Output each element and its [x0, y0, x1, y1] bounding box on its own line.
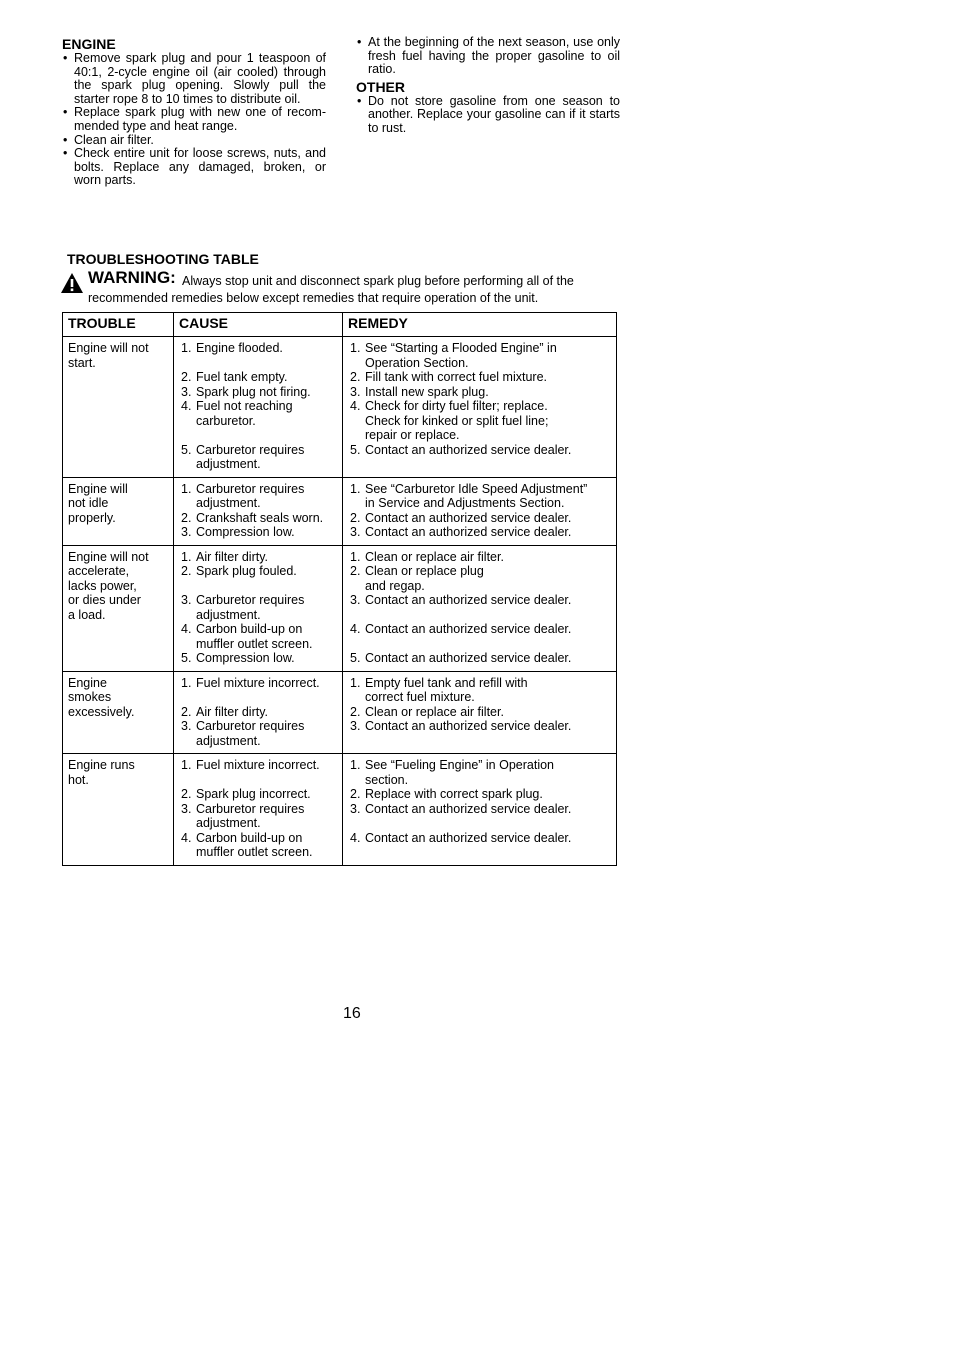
- remedy-item: [348, 443, 611, 458]
- cause-item: [179, 564, 337, 579]
- remedy-item: [348, 511, 611, 526]
- remedy-item-text: and regap.: [365, 578, 425, 593]
- cause-item: [179, 511, 337, 526]
- remedy-item-text: Install new spark plug.: [365, 384, 489, 399]
- trouble-text-line: not idle: [68, 496, 109, 510]
- table-header-row: [63, 313, 617, 337]
- cause-item-number: 4.: [181, 830, 192, 845]
- remedy-item-text: section.: [365, 772, 409, 787]
- remedy-item-text: Check for kinked or split fuel line;: [365, 413, 549, 428]
- troubleshooting-table: [62, 312, 617, 866]
- cause-item-number: 1.: [181, 481, 192, 496]
- list-spacer: [179, 579, 337, 594]
- list-spacer: [179, 690, 337, 705]
- cause-list: [179, 341, 337, 472]
- remedy-item: [348, 651, 611, 666]
- cause-item-text: Compression low.: [196, 525, 295, 539]
- remedy-item-text: See “Carburetor Idle Speed Adjustment”: [365, 481, 588, 496]
- cause-item-number: 1.: [181, 341, 192, 355]
- warning-triangle-icon: [60, 272, 84, 294]
- remedy-item-number: 1.: [350, 481, 361, 496]
- cause-item-text: carburetor.: [196, 413, 256, 428]
- cause-item-number: 5.: [181, 442, 192, 457]
- cause-item-text: Air filter dirty.: [196, 704, 268, 719]
- trouble-text-line: Engine will: [68, 481, 128, 496]
- remedy-item: [348, 705, 611, 720]
- cause-item-text: muffler outlet screen.: [196, 845, 313, 859]
- remedy-item: [348, 482, 611, 497]
- cause-item-text: muffler outlet screen.: [196, 636, 313, 651]
- remedy-item-number: 2.: [350, 370, 361, 384]
- cause-item: [179, 816, 337, 831]
- cause-item-text: Fuel not reaching: [196, 399, 293, 413]
- remedy-item: [348, 341, 611, 356]
- trouble-cell: [63, 545, 174, 671]
- cause-item-text: adjustment.: [196, 496, 261, 510]
- list-spacer: [179, 428, 337, 443]
- trouble-text-line: excessively.: [68, 704, 135, 719]
- cause-item-number: 1.: [181, 675, 192, 690]
- remedy-item-number: 1.: [350, 675, 361, 690]
- cause-item: [179, 719, 337, 734]
- cause-item: [179, 482, 337, 497]
- engine-item: • Remove spark plug and pour 1 teaspoon of 40:1, 2-cycle engine oil (air cooled) through the spark plug opening. Slowly pull the starter rope 8 to 10 times to distribute oil.: [62, 52, 326, 106]
- remedy-cell: [343, 477, 617, 545]
- cause-item: [179, 414, 337, 429]
- trouble-text-line: start.: [68, 355, 96, 370]
- remedy-item-text: Empty fuel tank and refill with: [365, 675, 528, 690]
- cause-item-text: Fuel mixture incorrect.: [196, 758, 320, 772]
- cause-item: [179, 457, 337, 472]
- remedy-item-text: correct fuel mixture.: [365, 690, 475, 704]
- remedy-item: [348, 579, 611, 594]
- cause-item-number: 1.: [181, 758, 192, 772]
- remedy-item-text: See “Starting a Flooded Engine” in: [365, 341, 557, 355]
- other-heading: OTHER: [356, 78, 405, 95]
- cause-item: [179, 550, 337, 565]
- list-spacer: [348, 608, 611, 623]
- season-list: [356, 36, 620, 77]
- remedy-item-text: Clean or replace air filter.: [365, 549, 504, 564]
- table-body: [63, 337, 617, 866]
- engine-item: • Clean air filter.: [62, 134, 326, 148]
- cause-item-text: Fuel mixture incorrect.: [196, 675, 320, 690]
- warning-text-line-1: Always stop unit and disconnect spark plug before performing all of the: [182, 274, 574, 288]
- remedy-item: [348, 719, 611, 734]
- engine-list: [62, 52, 326, 188]
- remedy-item-text: See “Fueling Engine” in Operation: [365, 758, 555, 772]
- list-spacer: [348, 816, 611, 831]
- cause-item: [179, 496, 337, 511]
- remedy-item: [348, 690, 611, 705]
- remedy-item: [348, 385, 611, 400]
- cause-item: [179, 608, 337, 623]
- cause-item: [179, 622, 337, 637]
- cause-item-text: Carburetor requires: [196, 719, 305, 733]
- cause-cell: [174, 477, 343, 545]
- remedy-item: [348, 758, 611, 773]
- list-spacer: [179, 356, 337, 371]
- remedy-cell: [343, 545, 617, 671]
- table-row: [63, 754, 617, 866]
- remedy-item-number: 2.: [350, 704, 361, 719]
- remedy-item-text: repair or replace.: [365, 428, 460, 442]
- cause-item: [179, 593, 337, 608]
- remedy-cell: [343, 671, 617, 754]
- list-spacer: [179, 773, 337, 788]
- cause-item: [179, 845, 337, 860]
- trouble-cell: [63, 477, 174, 545]
- trouble-text-line: properly.: [68, 510, 116, 525]
- table-row: [63, 477, 617, 545]
- cause-item-text: Spark plug not firing.: [196, 384, 311, 399]
- remedy-item-text: Fill tank with correct fuel mixture.: [365, 370, 547, 384]
- remedy-item: [348, 399, 611, 414]
- remedy-list: [348, 341, 611, 457]
- engine-item: • Check entire unit for loose screws, nuts, and bolts. Replace any damaged, broken, or worn parts.: [62, 147, 326, 188]
- header-trouble: TROUBLE: [63, 313, 174, 337]
- engine-heading: ENGINE: [62, 36, 116, 52]
- remedy-item-number: 3.: [350, 593, 361, 607]
- cause-item-text: adjustment.: [196, 457, 261, 471]
- cause-item-number: 2.: [181, 704, 192, 719]
- cause-item: [179, 787, 337, 802]
- cause-item: [179, 705, 337, 720]
- trouble-cell: [63, 671, 174, 754]
- remedy-item-text: in Service and Adjustments Section.: [365, 496, 565, 510]
- remedy-item-text: Operation Section.: [365, 355, 469, 370]
- remedy-item: [348, 676, 611, 691]
- table-row: [63, 545, 617, 671]
- remedy-item-number: 1.: [350, 341, 361, 355]
- cause-item-text: adjustment.: [196, 816, 261, 830]
- cause-item-text: Engine flooded.: [196, 341, 283, 355]
- remedy-item: [348, 356, 611, 371]
- cause-item-number: 5.: [181, 651, 192, 665]
- remedy-item-text: Contact an authorized service dealer.: [365, 801, 572, 816]
- remedy-item-number: 1.: [350, 549, 361, 564]
- remedy-item-text: Contact an authorized service dealer.: [365, 510, 572, 525]
- trouble-text-line: Engine runs: [68, 758, 135, 772]
- other-item: • Do not store gasoline from one season to another. Replace your gasoline can if it starts to rust.: [356, 95, 620, 136]
- cause-item: [179, 676, 337, 691]
- cause-item-number: 4.: [181, 622, 192, 636]
- cause-item: [179, 525, 337, 540]
- cause-item-text: Spark plug fouled.: [196, 564, 297, 578]
- header-remedy: REMEDY: [343, 313, 617, 337]
- remedy-item-number: 2.: [350, 787, 361, 801]
- other-list: [356, 95, 620, 136]
- remedy-item-number: 3.: [350, 801, 361, 816]
- cause-item-text: adjustment.: [196, 607, 261, 622]
- cause-item-text: Carbon build-up on: [196, 622, 303, 636]
- cause-item: [179, 758, 337, 773]
- list-spacer: [348, 637, 611, 652]
- cause-item-text: Air filter dirty.: [196, 549, 268, 564]
- season-item: • At the beginning of the next season, use only fresh fuel having the proper gasoline to oil ratio.: [356, 36, 620, 77]
- trouble-cell: [63, 754, 174, 866]
- trouble-text-line: Engine: [68, 675, 107, 690]
- cause-item-text: Carburetor requires: [196, 801, 305, 816]
- remedy-item-number: 3.: [350, 525, 361, 539]
- cause-item-text: Carburetor requires: [196, 593, 305, 607]
- remedy-item-text: Contact an authorized service dealer.: [365, 719, 572, 733]
- page-number: 16: [343, 1005, 361, 1022]
- cause-item: [179, 370, 337, 385]
- cause-cell: [174, 671, 343, 754]
- cause-item: [179, 802, 337, 817]
- cause-item: [179, 734, 337, 749]
- cause-item-text: Crankshaft seals worn.: [196, 510, 324, 525]
- table-row: [63, 671, 617, 754]
- cause-item-number: 2.: [181, 564, 192, 578]
- remedy-item-number: 4.: [350, 399, 361, 413]
- remedy-item-text: Replace with correct spark plug.: [365, 787, 543, 801]
- cause-item-number: 2.: [181, 787, 192, 801]
- cause-item: [179, 341, 337, 356]
- remedy-item-text: Contact an authorized service dealer.: [365, 593, 572, 607]
- remedy-item: [348, 414, 611, 429]
- cause-list: [179, 550, 337, 666]
- remedy-item-number: 5.: [350, 651, 361, 665]
- remedy-item: [348, 428, 611, 443]
- cause-item-number: 2.: [181, 510, 192, 525]
- trouble-text-line: hot.: [68, 772, 89, 787]
- cause-item-text: Compression low.: [196, 651, 295, 665]
- cause-item: [179, 831, 337, 846]
- cause-item-number: 3.: [181, 593, 192, 607]
- remedy-item-text: Contact an authorized service dealer.: [365, 651, 572, 665]
- remedy-item-text: Contact an authorized service dealer.: [365, 525, 572, 539]
- remedy-item-text: Contact an authorized service dealer.: [365, 442, 572, 457]
- remedy-item: [348, 564, 611, 579]
- trouble-text-line: a load.: [68, 607, 106, 622]
- cause-list: [179, 676, 337, 749]
- remedy-item: [348, 550, 611, 565]
- engine-item: • Replace spark plug with new one of recom-mended type and heat range.: [62, 106, 326, 133]
- trouble-text-line: lacks power,: [68, 578, 137, 593]
- remedy-item-text: Clean or replace air filter.: [365, 704, 504, 719]
- remedy-item-text: Contact an authorized service dealer.: [365, 622, 572, 636]
- remedy-item: [348, 831, 611, 846]
- warning-label: WARNING:: [88, 268, 176, 287]
- cause-item-number: 3.: [181, 801, 192, 816]
- trouble-text-line: Engine will not: [68, 341, 149, 355]
- remedy-item-text: Clean or replace plug: [365, 564, 484, 578]
- trouble-text-line: smokes: [68, 690, 112, 704]
- trouble-text-line: accelerate,: [68, 564, 130, 578]
- remedy-item-number: 2.: [350, 510, 361, 525]
- cause-item-number: 1.: [181, 549, 192, 564]
- remedy-item: [348, 370, 611, 385]
- cause-item-text: Carburetor requires: [196, 481, 305, 496]
- cause-item-text: Spark plug incorrect.: [196, 787, 311, 801]
- table-row: [63, 337, 617, 478]
- remedy-cell: [343, 337, 617, 478]
- remedy-item: [348, 496, 611, 511]
- remedy-item-number: 4.: [350, 830, 361, 845]
- cause-item: [179, 637, 337, 652]
- remedy-list: [348, 482, 611, 540]
- remedy-item-number: 4.: [350, 622, 361, 636]
- cause-item-number: 4.: [181, 399, 192, 413]
- remedy-item-number: 3.: [350, 384, 361, 399]
- remedy-item-number: 5.: [350, 442, 361, 457]
- cause-cell: [174, 754, 343, 866]
- remedy-item: [348, 622, 611, 637]
- header-cause: CAUSE: [174, 313, 343, 337]
- remedy-item: [348, 787, 611, 802]
- remedy-item-number: 1.: [350, 758, 361, 772]
- cause-item-number: 3.: [181, 525, 192, 539]
- remedy-item: [348, 773, 611, 788]
- cause-item-text: Carbon build-up on: [196, 830, 303, 845]
- remedy-cell: [343, 754, 617, 866]
- cause-cell: [174, 337, 343, 478]
- warning-text-line-2: recommended remedies below except remedies that require operation of the unit.: [88, 291, 539, 305]
- cause-item: [179, 385, 337, 400]
- cause-item: [179, 399, 337, 414]
- remedy-item: [348, 802, 611, 817]
- cause-item-text: Fuel tank empty.: [196, 370, 288, 384]
- engine-section: [62, 36, 326, 188]
- season-section: [356, 36, 620, 136]
- cause-item-number: 3.: [181, 384, 192, 399]
- remedy-item-number: 3.: [350, 719, 361, 733]
- remedy-item: [348, 525, 611, 540]
- remedy-item-number: 2.: [350, 564, 361, 578]
- trouble-cell: [63, 337, 174, 478]
- cause-list: [179, 482, 337, 540]
- remedy-item: [348, 593, 611, 608]
- cause-item-number: 3.: [181, 719, 192, 733]
- cause-item-text: adjustment.: [196, 733, 261, 748]
- cause-list: [179, 758, 337, 860]
- remedy-item-text: Check for dirty fuel filter; replace.: [365, 399, 548, 413]
- cause-item-number: 2.: [181, 370, 192, 384]
- troubleshooting-title: TROUBLESHOOTING TABLE: [67, 251, 259, 267]
- cause-item-text: Carburetor requires: [196, 442, 305, 457]
- cause-item: [179, 651, 337, 666]
- cause-item: [179, 443, 337, 458]
- remedy-list: [348, 550, 611, 666]
- remedy-list: [348, 758, 611, 845]
- remedy-item-text: Contact an authorized service dealer.: [365, 830, 572, 845]
- remedy-list: [348, 676, 611, 734]
- cause-cell: [174, 545, 343, 671]
- trouble-text-line: or dies under: [68, 593, 141, 607]
- trouble-text-line: Engine will not: [68, 549, 149, 564]
